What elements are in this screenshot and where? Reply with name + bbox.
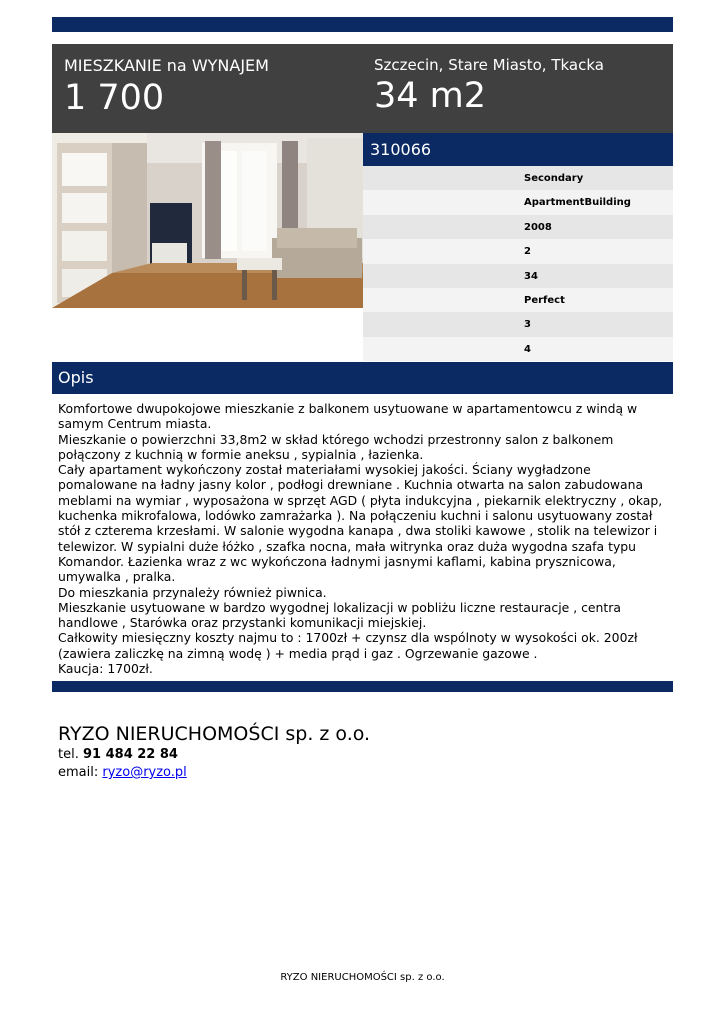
detail-value: 34 <box>524 270 538 282</box>
detail-value: ApartmentBuilding <box>524 197 631 209</box>
apartment-photo <box>52 133 363 308</box>
detail-row <box>363 190 673 214</box>
detail-value: 2 <box>524 246 531 258</box>
detail-value: 3 <box>524 319 531 331</box>
detail-value: Perfect <box>524 294 565 306</box>
description-heading: Opis <box>58 368 94 387</box>
description-heading-bar <box>52 362 673 394</box>
phone-number: 91 484 22 84 <box>82 747 178 762</box>
detail-row <box>363 166 673 190</box>
detail-row <box>363 288 673 312</box>
details-table <box>363 166 673 361</box>
description-paragraph: Mieszkanie o powierzchni 33,8m2 w skład którego wchodzi przestronny salon z balkonem połączony z kuchnią w formie aneksu , sypialnia , łazienka. <box>58 431 614 462</box>
email-link[interactable]: ryzo@ryzo.pl <box>102 765 187 780</box>
header-right <box>374 56 604 116</box>
description-text <box>58 401 670 676</box>
phone-label: tel. <box>58 747 79 762</box>
detail-value: 4 <box>524 343 531 355</box>
description-paragraph: Kaucja: 1700zł. <box>58 661 153 677</box>
description-paragraph: Całkowity miesięczny koszty najmu to : 1700zł + czynsz dla wspólnoty w wysokości ok. 200zł (zawiera zaliczkę na zimną wodę ) + media prąd i gaz . Ogrzewanie gazowe . <box>58 630 638 661</box>
offer-id-bar <box>363 133 673 166</box>
detail-row <box>363 312 673 336</box>
company-phone-line <box>58 746 370 764</box>
company-email-line <box>58 764 370 782</box>
header-left <box>64 56 269 118</box>
company-contact <box>58 722 370 782</box>
detail-row <box>363 215 673 239</box>
offer-id: 310066 <box>370 140 432 159</box>
detail-value: Secondary <box>524 173 584 184</box>
description-paragraph: Do mieszkania przynależy również piwnica. <box>58 584 327 600</box>
bottom-accent-bar <box>52 681 673 692</box>
detail-row <box>363 239 673 263</box>
description-paragraph: Komfortowe dwupokojowe mieszkanie z balkonem usytuowane w apartamentowcu z windą w samym Centrum miasta. <box>58 401 638 432</box>
description-paragraph: Mieszkanie usytuowane w bardzo wygodnej lokalizacji w pobliżu liczne restauracje , centra handlowe , Starówka oraz przystanki komunikacji miejskiej. <box>58 599 621 631</box>
listing-price: 1 700 <box>64 78 165 118</box>
listing-header <box>52 44 673 133</box>
detail-value: 2008 <box>524 221 552 233</box>
company-name: RYZO NIERUCHOMOŚCI sp. z o.o. <box>58 723 371 745</box>
detail-row <box>363 264 673 288</box>
description-paragraph: Cały apartament wykończony został materiałami wysokiej jakości. Ściany wygładzone pomalowane na ładny jasny kolor , podłogi drewniane . Kuchnia otwarta na salon zabudowana meblami na wymiar , wyposażona w sprzęt AGD ( płyta indukcyjna , piekarnik elektryczny , okap, kuchenka mikrofalowa, lodówko zamrażarka ). Na połączeniu kuchni i salonu usytuowany został stół z czterema krzesłami. W salonie wygodna kanapa , dwa stoliki kawowe , stolik na telewizor i telewizor. W sypialni duże łóżko , szafka nocna, mała witrynka oraz duża wygodna szafa typu Komandor. Łazienka wraz z wc wykończona ładnymi jasnymi kaflami, kabina prysznicowa, umywalka , pralka. <box>58 462 663 585</box>
listing-area: 34 m2 <box>374 76 487 116</box>
top-accent-bar <box>52 17 673 32</box>
listing-type: MIESZKANIE na WYNAJEM <box>64 56 269 75</box>
listing-location: Szczecin, Stare Miasto, Tkacka <box>374 56 604 74</box>
email-label: email: <box>58 765 99 780</box>
detail-row <box>363 337 673 361</box>
page-footer: RYZO NIERUCHOMOŚCI sp. z o.o. <box>280 972 445 983</box>
